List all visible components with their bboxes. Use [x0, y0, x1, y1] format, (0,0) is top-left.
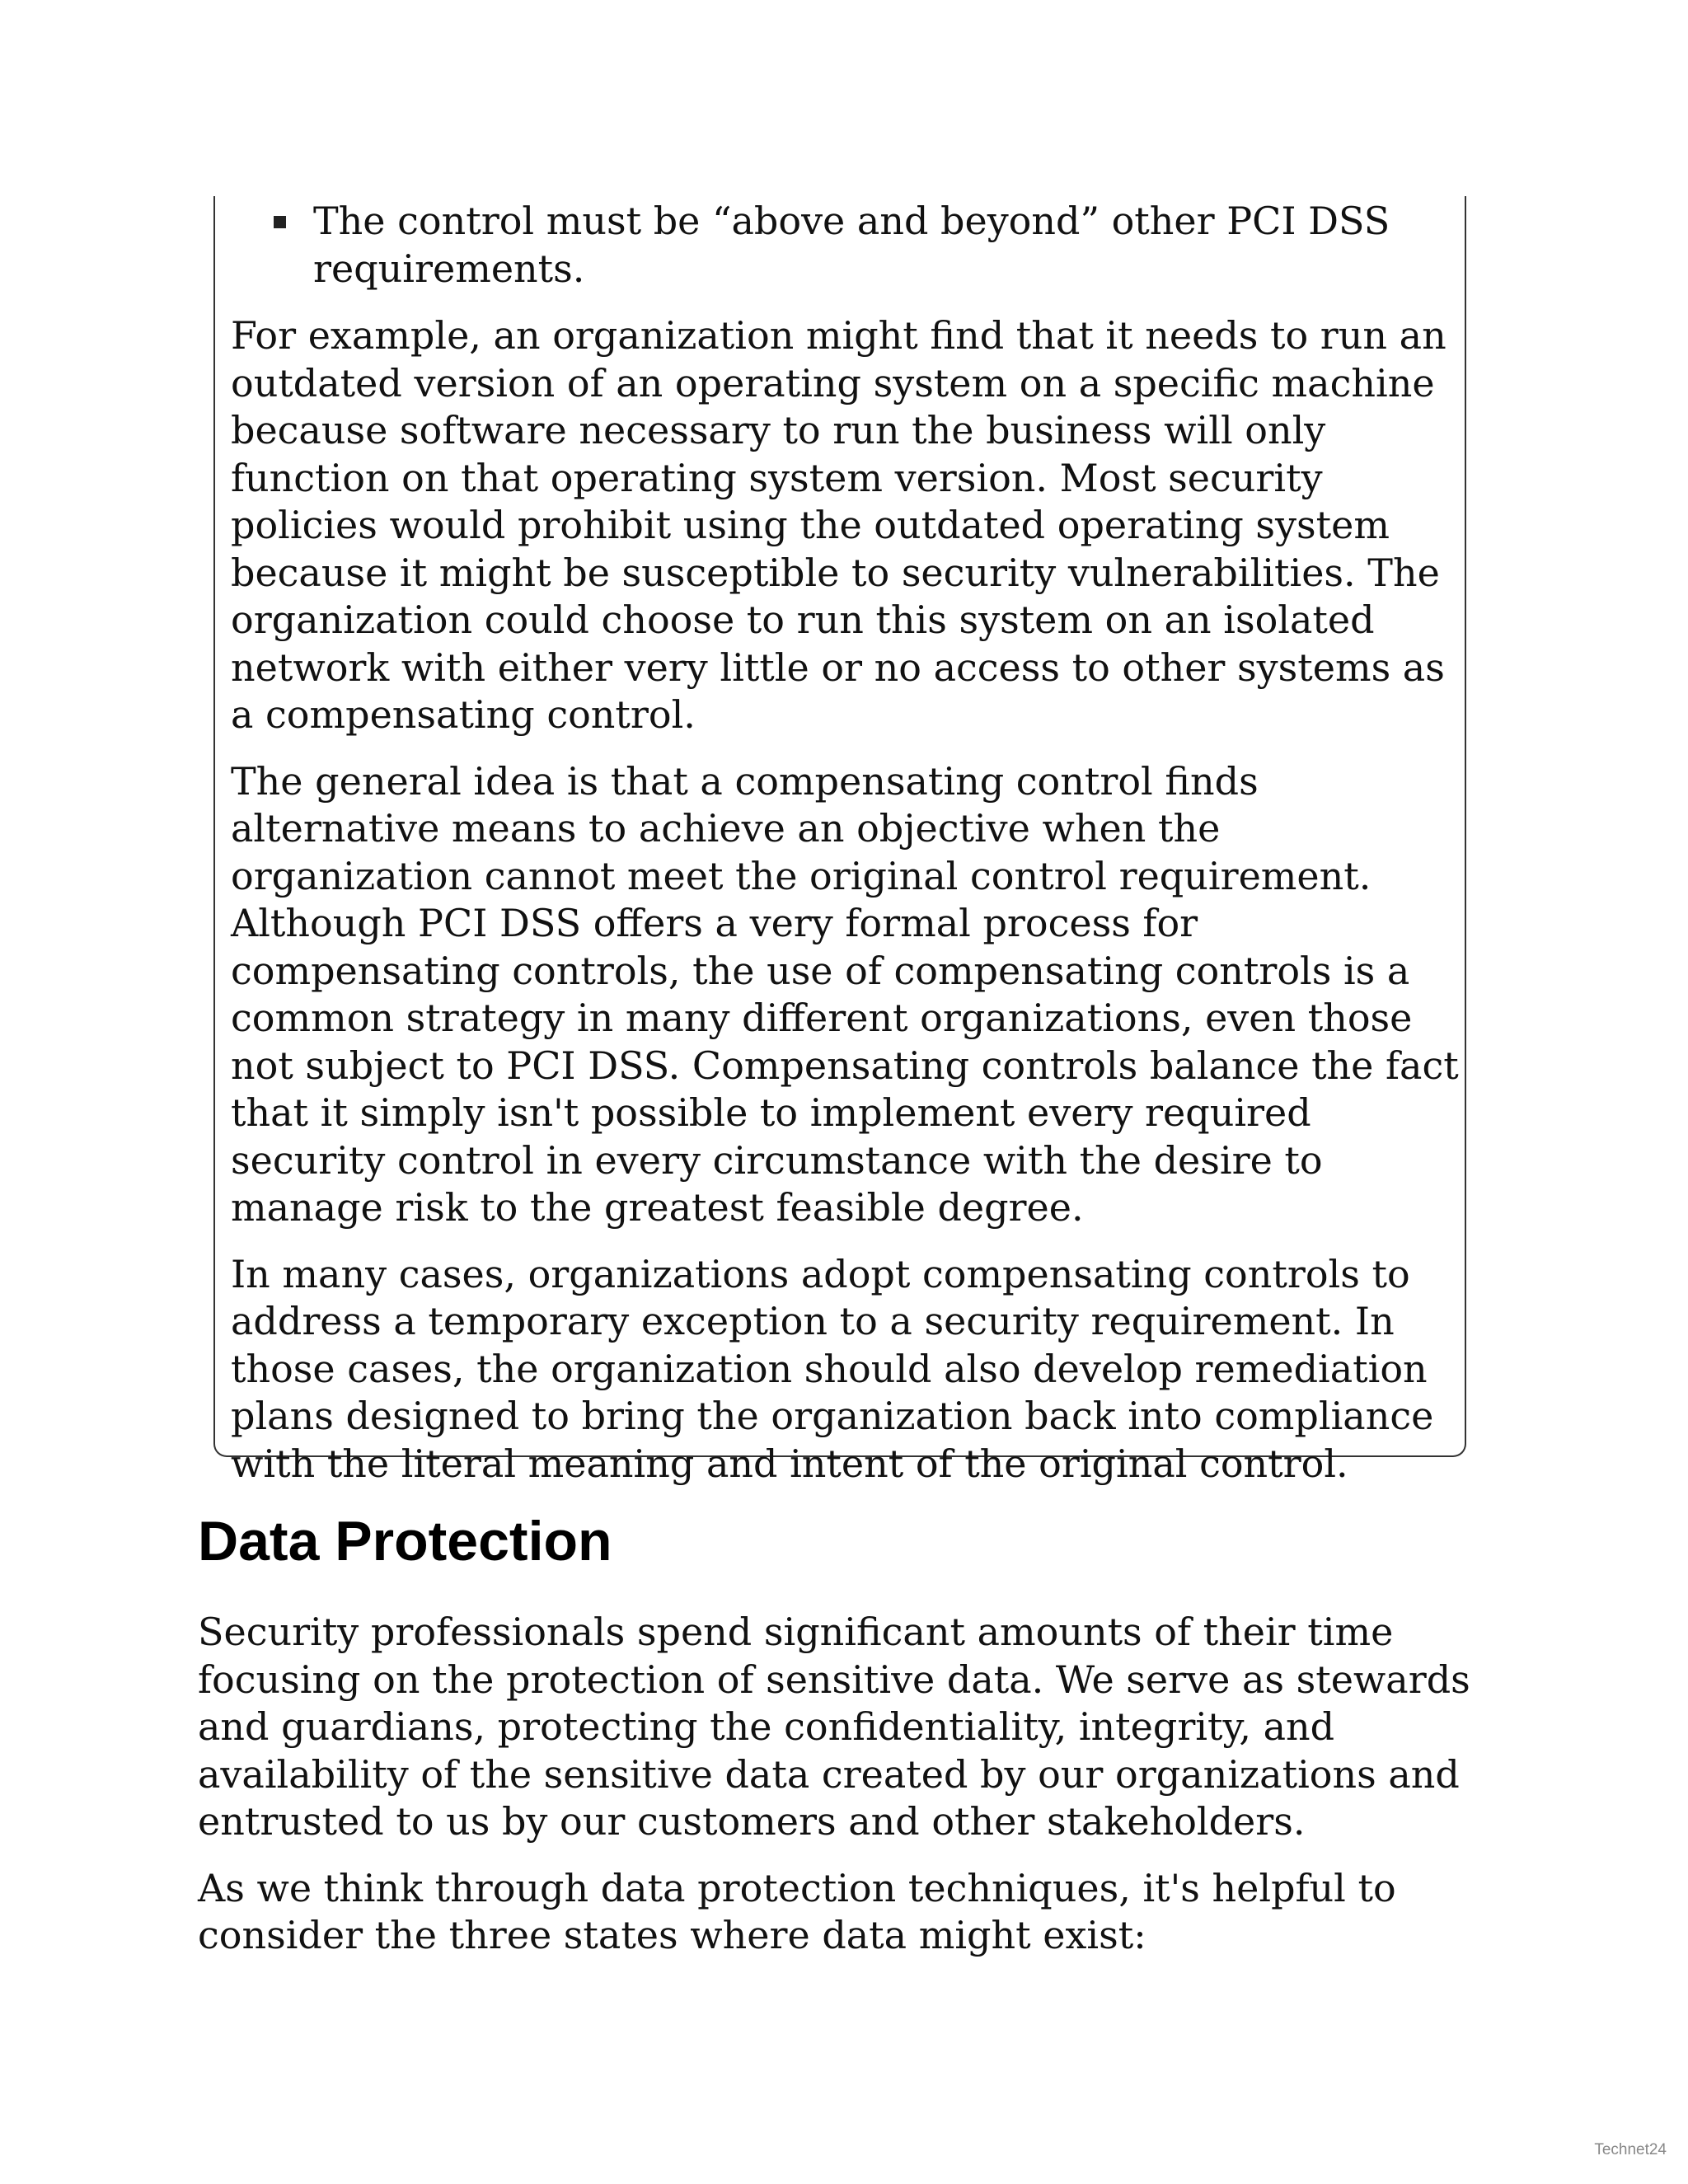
sidebar-paragraph-temporary-exception: In many cases, organizations adopt compensating controls to address a temporary exception to a security requirement. In those cases, the organization should also develop remediation plans designed to bring the organization back into compliance with the literal meaning and intent of the original control.	[231, 1251, 1434, 1486]
bullet-item-text: The control must be “above and beyond” other PCI DSS requirements.	[313, 199, 1390, 291]
section-heading: Data Protection	[198, 1510, 612, 1572]
watermark: Technet24	[1594, 2141, 1667, 2158]
body-paragraph-three-states: As we think through data protection techniques, it's helpful to consider the three states where data might exist:	[198, 1865, 1396, 1957]
sidebar-paragraph-example: For example, an organization might find that it needs to run an outdated version of an operating system on a specific machine because software necessary to run the business will only function on that operating system version. Most security policies would prohibit using the outdated operating system because it might be susceptible to security vulnerabilities. The organization could choose to run this system on an isolated network with either very little or no access to other systems as a compensating control.	[231, 313, 1447, 737]
bullet-item	[313, 198, 1467, 293]
sidebar-paragraph-general-idea: The general idea is that a compensating control finds alternative means to achieve an objective when the organization cannot meet the original control requirement. Although PCI DSS offers a very formal process for compensating controls, the use of compensating controls is a common strategy in many different organizations, even those not subject to PCI DSS. Compensating controls balance the fact that it simply isn't possible to implement every required security control in every circumstance with the desire to manage risk to the greatest feasible degree.	[231, 758, 1459, 1230]
section-body	[198, 1609, 1484, 1979]
square-bullet-icon	[274, 216, 286, 228]
sidebar-content	[231, 198, 1467, 1507]
body-paragraph-intro: Security professionals spend significant amounts of their time focusing on the protection of sensitive data. We serve as stewards and guardians, protecting the confidentiality, integrity, and availability of the sensitive data created by our organizations and entrusted to us by our customers and other stakeholders.	[198, 1610, 1470, 1844]
bullet-list	[231, 198, 1467, 293]
